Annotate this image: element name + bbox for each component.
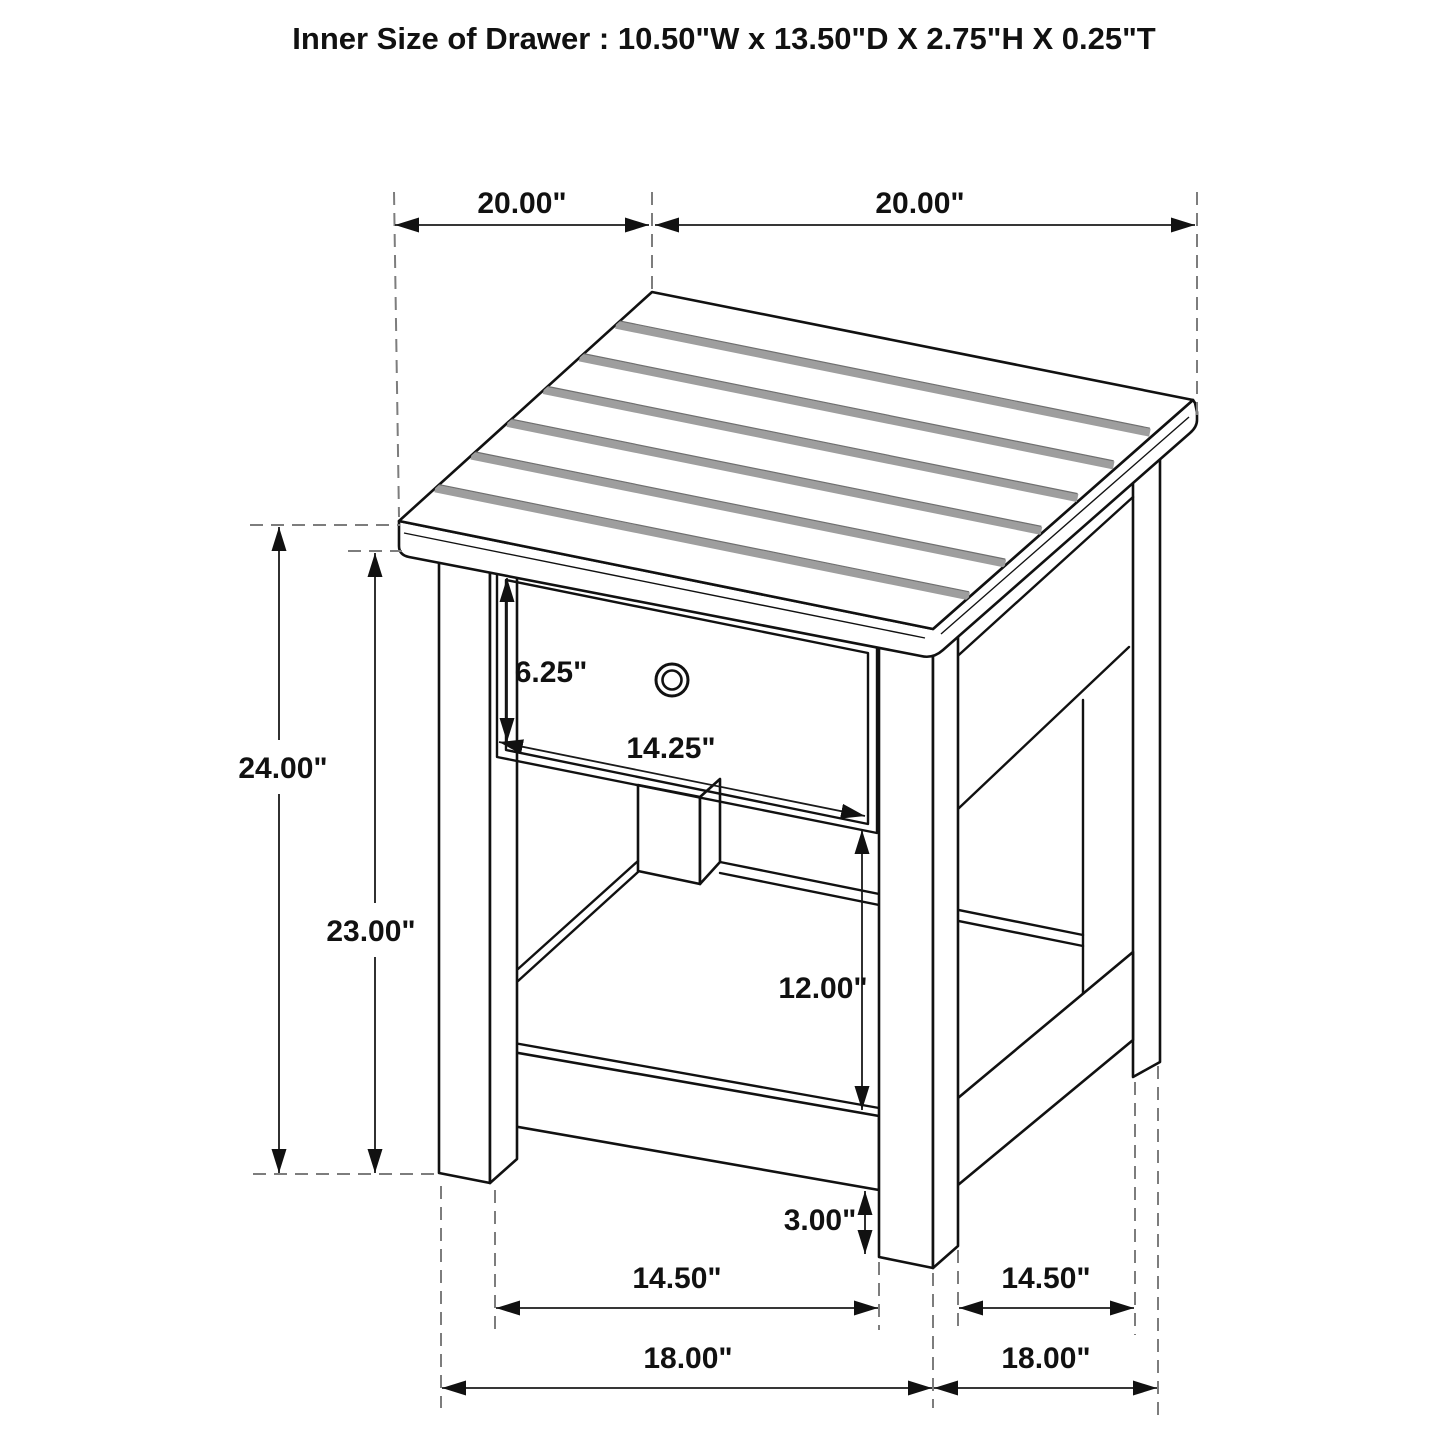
dim-overall-depth: 18.00" <box>1001 1342 1091 1375</box>
front-stretcher-rail <box>490 1048 879 1190</box>
drawer-knob-icon <box>656 664 688 696</box>
dim-top-width-left: 20.00" <box>477 187 567 220</box>
right-stretcher-rail <box>958 952 1133 1185</box>
dim-side-leg-span: 14.50" <box>1001 1262 1091 1295</box>
drawer-box-bottom-line <box>940 647 1129 826</box>
left-rail-top-edge <box>518 861 638 969</box>
back-right-leg <box>1133 438 1160 1077</box>
dim-drawer-height: 6.25" <box>514 656 588 689</box>
back-left-leg-front <box>638 785 700 884</box>
dim-drawer-width: 14.25" <box>626 732 716 765</box>
dim-overall-width: 18.00" <box>643 1342 733 1375</box>
table-top <box>399 292 1197 657</box>
dim-drawer-to-shelf: 12.00" <box>778 972 868 1005</box>
front-left-leg-front <box>439 556 490 1183</box>
dim-overall-height: 24.00" <box>238 752 328 785</box>
back-left-leg-side <box>700 779 720 884</box>
dim-floor-clearance: 3.00" <box>783 1204 857 1237</box>
front-center-leg-front <box>879 645 933 1268</box>
dim-front-leg-span: 14.50" <box>632 1262 722 1295</box>
diagram-title: Inner Size of Drawer : 10.50"W x 13.50"D X 2.75"H X 0.25"T <box>292 21 1156 56</box>
dim-top-width-right: 20.00" <box>875 187 965 220</box>
front-left-leg-side <box>490 566 517 1183</box>
drawer-knob-inner-icon <box>663 671 682 690</box>
dim-underside-height: 23.00" <box>326 915 416 948</box>
left-rail-front-edge <box>518 872 638 981</box>
front-center-leg-side <box>933 634 958 1268</box>
